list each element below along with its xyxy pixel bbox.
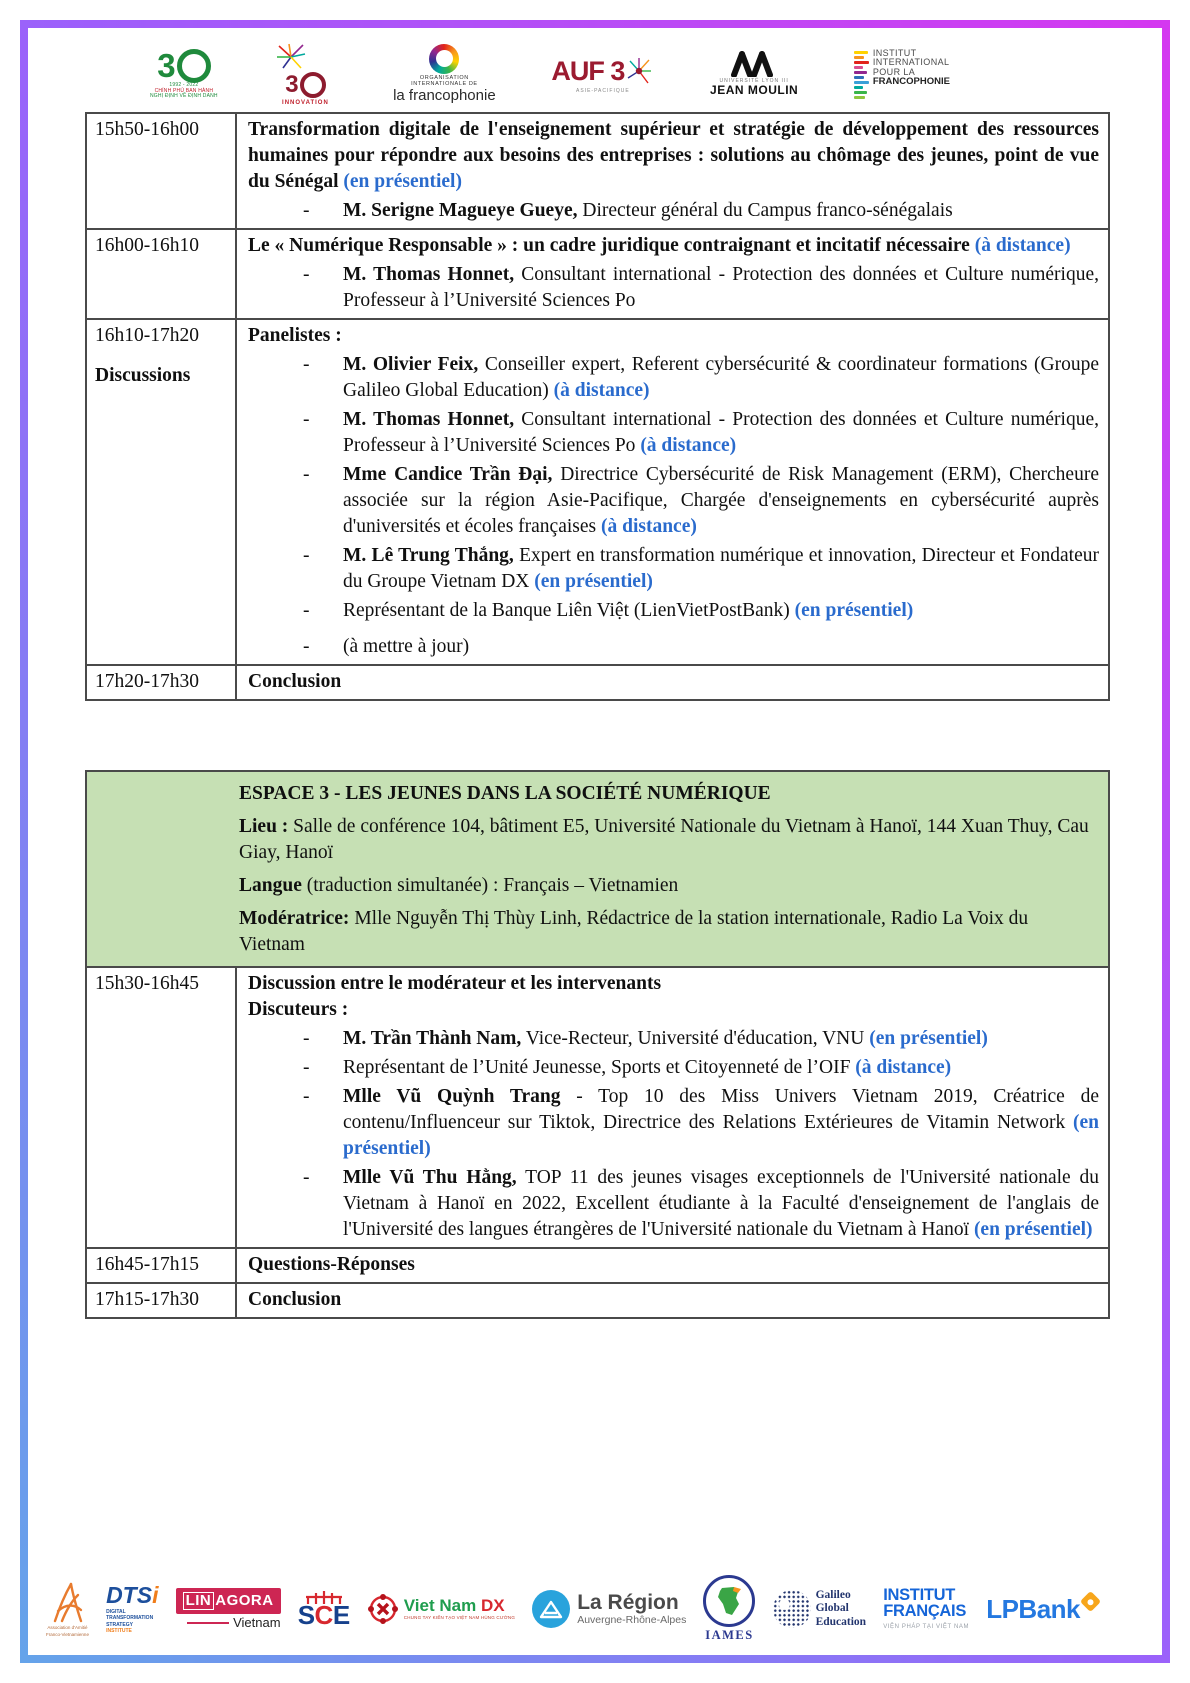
gov-30-icon: 3 [157, 49, 210, 84]
text-run: Vice-Recteur, Université d'éducation, VNU [521, 1028, 870, 1049]
sce-logo [297, 1590, 350, 1631]
espace3-title: ESPACE 3 - LES JEUNES DANS LA SOCIÉTÉ NUMÉRIQUE [239, 783, 771, 804]
vietnam-dx-logo: Viet Nam DX CHUNG TAY KIẾN TẠO VIỆT NAM HÙNG CƯỜNG [367, 1593, 515, 1625]
speaker-item [248, 598, 1099, 624]
text-run: Discuteurs : [248, 999, 349, 1020]
text-run: Le « Numérique Responsable » : un cadre juridique contraignant et incitatif nécessaire [248, 235, 975, 256]
jean-moulin-logo: UNIVERSITÉ LYON III JEAN MOULIN [710, 51, 798, 97]
linagora-logo: LIN AGORA Vietnam [176, 1588, 281, 1629]
galileo-logo: Galileo Global Education [773, 1589, 867, 1629]
speaker-item [248, 543, 1099, 595]
iames-logo: IAMES [703, 1575, 755, 1642]
schedule-row [87, 1282, 1108, 1317]
text-run: Consultant international - Protection des données et Culture numérique, Professeur à l’Université Sciences Po [343, 409, 1099, 456]
text-run: Conclusion [248, 671, 342, 692]
text-run: (en présentiel) [343, 1112, 1099, 1159]
time-cell [87, 1249, 237, 1282]
speaker-item [248, 1084, 1099, 1162]
speaker-item [248, 1055, 1099, 1081]
text-run: Conclusion [248, 1289, 342, 1310]
text-run: (en présentiel) [534, 571, 653, 592]
session-title [248, 971, 1099, 997]
francophonie-ring-icon [429, 44, 459, 74]
schedule-row [87, 114, 1108, 228]
espace3-info-line [239, 814, 1098, 866]
text-run: M. Thomas Honnet, [343, 409, 515, 430]
text-run: Mme Candice Trần Đại, [343, 464, 553, 485]
content-cell [237, 1284, 1108, 1317]
la-region-mountain-icon [532, 1590, 570, 1628]
dtsi-logo: DTSi DIGITAL TRANSFORMATION STRATEGY INSTITUTE [106, 1582, 159, 1634]
text-run: Consultant international - Protection des données et Culture numérique, Professeur à l’Université Sciences Po [343, 264, 1099, 311]
time-label: 15h50-16h00 [95, 119, 199, 140]
text-run: Discussion entre le modérateur et les intervenants [248, 973, 662, 994]
text-run: Lieu : [239, 816, 289, 837]
time-label: Discussions [95, 365, 191, 386]
text-run: M. Serigne Magueye Gueye, [343, 200, 578, 221]
iames-africa-icon [703, 1575, 755, 1627]
text-run: Représentant de la Banque Liên Việt (LienVietPostBank) [343, 600, 795, 621]
session-title [248, 1287, 1099, 1313]
schedule-row [87, 664, 1108, 699]
innovation-30-logo: 3 INNOVATION [273, 42, 337, 106]
footer-logos [46, 1566, 1098, 1652]
text-run: Mlle Vũ Thu Hằng, [343, 1167, 517, 1188]
speaker-item [248, 352, 1099, 404]
text-run: (en présentiel) [343, 171, 462, 192]
auf-logo: AUF 3 ASIE-PACIFIQUE [551, 54, 654, 94]
la-region-logo: La Région Auvergne-Rhône-Alpes [532, 1590, 686, 1628]
espace3-header [87, 772, 1108, 966]
dtsi-wordmark: DTSi [106, 1582, 159, 1608]
text-run: Questions-Réponses [248, 1254, 415, 1275]
text-run: (à distance) [974, 235, 1071, 256]
text-run: Modératrice: [239, 908, 350, 929]
text-run: Langue [239, 875, 302, 896]
time-cell [87, 114, 237, 228]
galileo-globe-icon [773, 1590, 811, 1628]
text-run: (à distance) [855, 1057, 952, 1078]
innovation-30-number: 3 [285, 72, 325, 98]
text-run: (en présentiel) [869, 1028, 988, 1049]
session-title [248, 1252, 1099, 1278]
time-cell [87, 230, 237, 318]
text-run: (à distance) [553, 380, 650, 401]
content-cell [237, 1249, 1108, 1282]
jm-chevrons-icon [728, 51, 780, 77]
text-run: Directeur général du Campus franco-sénégalais [577, 200, 953, 221]
schedule-row [87, 228, 1108, 318]
text-run: Directrice Cybersécurité de Risk Management (ERM), Chercheure associée sur la région Asie-Pacifique, Chargée d'enseignements en cybersécurité auprès d'universités et écoles françaises [343, 464, 1099, 537]
text-run: M. Olivier Feix, [343, 354, 479, 375]
content-cell [237, 968, 1108, 1247]
text-run: Mlle Nguyễn Thị Thùy Linh, Rédactrice de la station internationale, Radio La Voix du Vietnam [239, 908, 1029, 955]
time-cell [87, 1284, 237, 1317]
text-run: Représentant de l’Unité Jeunesse, Sports et Citoyenneté de l’OIF [343, 1057, 856, 1078]
speaker-item [248, 407, 1099, 459]
linagora-line [187, 1622, 229, 1624]
header-logos [150, 40, 950, 108]
text-run: (en présentiel) [973, 1219, 1093, 1240]
aafv-logo: Association d'Amitié Franco-Vietnamienne [46, 1581, 89, 1638]
linagora-wordmark: LIN AGORA [176, 1588, 281, 1614]
time-label: 17h15-17h30 [95, 1289, 199, 1310]
sce-wordmark: SCE [297, 1600, 350, 1631]
speaker-item [248, 1165, 1099, 1243]
text-run: Conseiller expert, Referent cybersécurité & coordinateur formations (Groupe Galileo Global Education) [343, 354, 1099, 401]
text-run: (traduction simultanée) : Français – Vietnamien [301, 875, 679, 896]
time-cell [87, 320, 237, 664]
time-label: 17h20-17h30 [95, 671, 199, 692]
espace3-info-line [239, 873, 1098, 899]
text-run: (à distance) [601, 516, 697, 537]
text-run: (à mettre à jour) [343, 636, 470, 657]
content-cell [237, 114, 1108, 228]
iif-bars-icon [854, 51, 869, 99]
text-run: Expert en transformation numérique et innovation, Directeur et Fondateur du Groupe Vietnam DX [343, 545, 1099, 592]
content-cell [237, 666, 1108, 699]
text-run: (en présentiel) [794, 600, 914, 621]
time-cell [87, 968, 237, 1247]
fireworks-icon [273, 42, 337, 72]
content-cell [237, 320, 1108, 664]
speaker-item [248, 262, 1099, 314]
text-run: M. Thomas Honnet, [343, 264, 515, 285]
text-run: Salle de conférence 104, bâtiment E5, Université Nationale du Vietnam à Hanoï, 144 Xuan Thuy, Cau Giay, Hanoï [239, 816, 1089, 863]
text-run: TOP 11 des jeunes visages exceptionnels de l'Université nationale du Vietnam à Hanoï en 2022, Excellent étudiante à la Faculté d'enseignement de l'anglais de l'Université des langues étrangères de l'Université nationale du Vietnam à Hanoï [343, 1167, 1100, 1240]
vietnam-dx-icon [367, 1593, 399, 1625]
session-title [248, 997, 1099, 1023]
speaker-item [248, 462, 1099, 540]
speaker-item [248, 198, 1099, 224]
speaker-item [248, 634, 1099, 660]
time-label: 16h10-17h20 [95, 325, 199, 346]
text-run: Mlle Vũ Quỳnh Trang [343, 1086, 561, 1107]
institut-francais-logo: INSTITUT FRANÇAIS VIỆN PHÁP TẠI VIỆT NAM [883, 1586, 970, 1630]
institut-international-francophonie-logo: INSTITUT INTERNATIONAL POUR LA FRANCOPHONIE [854, 49, 950, 99]
time-label: 16h45-17h15 [95, 1254, 199, 1275]
schedule-row [87, 1247, 1108, 1282]
espace3-info-line [239, 906, 1098, 958]
lpbank-logo: LPBank [986, 1596, 1098, 1622]
session-title [248, 669, 1099, 695]
text-run: Transformation digitale de l'enseignement supérieur et stratégie de développement des ressources humaines pour répondre aux besoins des entreprises : solutions au chômage des jeunes, point de vue du Sénégal [248, 119, 1099, 192]
session-title [248, 323, 1099, 349]
time-cell [87, 666, 237, 699]
text-run: - Top 10 des Miss Univers Vietnam 2019, Créatrice de contenu/Influenceur sur Tiktok, Directrice des Relations Extérieures de Vitamin Network [343, 1086, 1099, 1133]
text-run: M. Lê Trung Thắng, [343, 545, 514, 566]
content-cell [237, 230, 1108, 318]
aafv-figures-icon [48, 1581, 86, 1623]
time-label: 16h00-16h10 [95, 235, 199, 256]
text-run: (à distance) [640, 435, 737, 456]
schedule-table-espace2 [85, 112, 1110, 701]
schedule-row [87, 318, 1108, 664]
session-title [248, 233, 1099, 259]
schedule-table-espace3 [85, 770, 1110, 1319]
session-title [248, 117, 1099, 195]
time-label: 15h30-16h45 [95, 973, 199, 994]
lpbank-gem-icon [1080, 1591, 1101, 1612]
text-run: M. Trần Thành Nam, [343, 1028, 522, 1049]
oif-logo: ORGANISATION INTERNATIONALE DE la francophonie [393, 44, 496, 104]
gov-30th-anniversary-logo: 3 1992 - 2022 CHÍNH PHỦ BAN HÀNH NGHỊ ĐỊNH VỀ ĐỊNH DANH [150, 46, 218, 99]
auf-fireworks-icon [624, 54, 654, 88]
schedule-row [87, 966, 1108, 1247]
speaker-item [248, 1026, 1099, 1052]
text-run: Panelistes : [248, 325, 342, 346]
